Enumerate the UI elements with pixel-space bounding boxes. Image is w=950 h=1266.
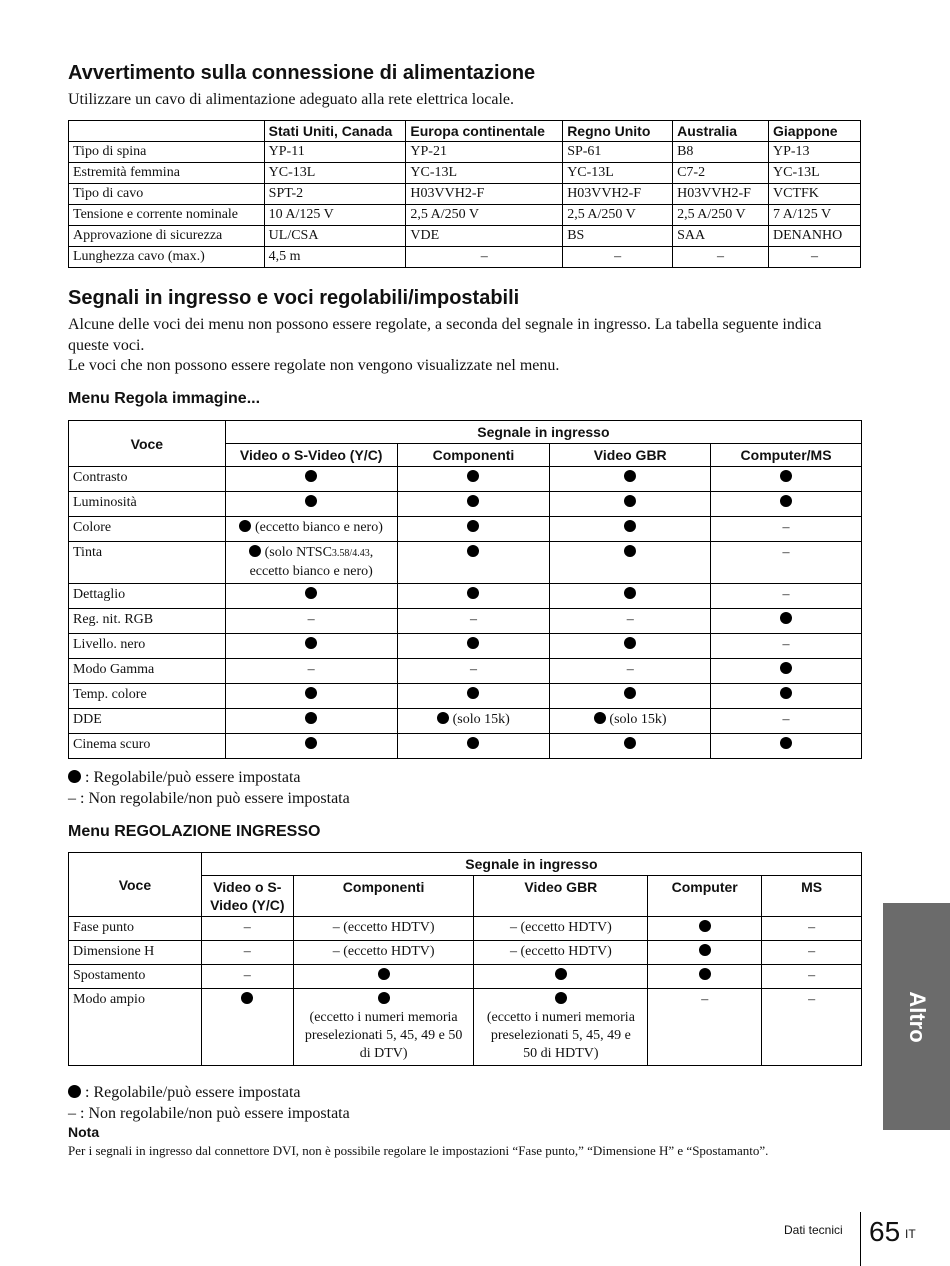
bullet-icon [624, 737, 636, 749]
table-row [69, 917, 862, 941]
table-cell: H03VVH2-F [563, 184, 673, 205]
header-video-line: Video (Y/C) [210, 897, 285, 913]
bullet-icon [780, 662, 792, 674]
legend-item-not-adjustable: – : Non regolabile/non può essere impostata [68, 790, 350, 807]
cell-note: – (eccetto HDTV) [474, 917, 648, 941]
legend-item-adjustable [68, 767, 350, 788]
power-intro: Utilizzare un cavo di alimentazione adeguato alla rete elettrica locale. [68, 91, 514, 108]
menu-regola-title: Menu Regola immagine... [68, 390, 261, 407]
table-cell: – [563, 247, 673, 268]
bullet-icon [624, 470, 636, 482]
table-cell: Lunghezza cavo (max.) [69, 247, 265, 268]
dash-cell: – [711, 709, 862, 734]
row-label: Spostamento [69, 965, 202, 989]
signals-intro: Alcune delle voci dei menu non possono essere regolate, a seconda del segnale in ingresso. La tabella seguente indica queste voci. [68, 316, 822, 354]
header-voce: Voce [69, 421, 226, 467]
cell-note: preselezionati 5, 45, 49 e 50 [304, 1028, 463, 1043]
table-cell: 4,5 m [264, 247, 406, 268]
bullet-icon [624, 495, 636, 507]
table-row [69, 205, 861, 226]
bullet-icon [780, 687, 792, 699]
table-row [69, 609, 862, 634]
bullet-icon [780, 495, 792, 507]
row-label: Colore [69, 517, 226, 542]
section-title-power: Avvertimento sulla connessione di alimentazione [68, 62, 536, 84]
dash-cell: – [201, 917, 293, 941]
bullet-icon [467, 687, 479, 699]
table-header: Australia [673, 121, 769, 142]
table-cell: YP-13 [769, 142, 861, 163]
dash-cell: – [762, 941, 862, 965]
bullet-icon [467, 545, 479, 557]
page-number: 65 [869, 1216, 901, 1247]
bullet-icon [305, 737, 317, 749]
cell-note: 50 di HDTV) [523, 1046, 599, 1061]
bullet-icon [241, 992, 253, 1004]
row-label: Modo Gamma [69, 659, 226, 684]
legend-text: : Regolabile/può essere impostata [85, 1084, 301, 1101]
dash-cell: – [201, 941, 293, 965]
table-row [69, 142, 861, 163]
header-video [201, 876, 293, 917]
table-row [69, 684, 862, 709]
table-cell: YP-11 [264, 142, 406, 163]
table-header-row [69, 421, 862, 444]
cell-note: eccetto bianco e nero) [249, 564, 373, 579]
legend-item-not-adjustable: – : Non regolabile/non può essere impostata [68, 1105, 350, 1122]
row-label: Livello. nero [69, 634, 226, 659]
note-text: Per i segnali in ingresso dal connettore DVI, non è possibile regolare le impostazioni “Fase punto,” “Dimensione H” e “Spostamanto”. [68, 1143, 769, 1158]
bullet-icon [467, 495, 479, 507]
cell-note-sub: 3.58/4.43 [331, 548, 370, 559]
table-row [69, 226, 861, 247]
table-cell: Tipo di cavo [69, 184, 265, 205]
table-cell: Tensione e corrente nominale [69, 205, 265, 226]
dash-cell: – [711, 584, 862, 609]
table-row [69, 584, 862, 609]
table-row [69, 734, 862, 759]
row-label: Temp. colore [69, 684, 226, 709]
table-cell: Estremità femmina [69, 163, 265, 184]
header-computer: Computer [648, 876, 762, 917]
cell-note: (solo 15k) [452, 712, 510, 727]
bullet-icon [68, 1085, 81, 1098]
legend [68, 1082, 350, 1124]
table-cell: – [406, 247, 563, 268]
dash-cell: – [550, 659, 711, 684]
table-row [69, 659, 862, 684]
bullet-icon [305, 637, 317, 649]
cell-note: , [369, 545, 374, 560]
table-cell: Approvazione di sicurezza [69, 226, 265, 247]
bullet-icon [249, 545, 261, 557]
table-header-row [69, 853, 862, 876]
dash-cell: – [762, 917, 862, 941]
bullet-icon [594, 712, 606, 724]
header-segnale: Segnale in ingresso [225, 421, 861, 444]
header-componenti: Componenti [397, 444, 550, 467]
cell-note: (solo 15k) [609, 712, 667, 727]
table-cell: SPT-2 [264, 184, 406, 205]
bullet-icon [699, 944, 711, 956]
bullet-icon [624, 687, 636, 699]
bullet-icon [305, 587, 317, 599]
table-cell: YC-13L [769, 163, 861, 184]
table-cell: UL/CSA [264, 226, 406, 247]
row-label: Reg. nit. RGB [69, 609, 226, 634]
header-segnale: Segnale in ingresso [201, 853, 861, 876]
table-row [69, 634, 862, 659]
header-ms: MS [762, 876, 862, 917]
bullet-icon [624, 637, 636, 649]
table-cell: – [769, 247, 861, 268]
row-label: Dettaglio [69, 584, 226, 609]
table-cell: – [673, 247, 769, 268]
dash-cell: – [201, 965, 293, 989]
cell-note: (solo NTSC [264, 545, 332, 560]
table-row [69, 184, 861, 205]
menu-regolazione-table [68, 852, 862, 1066]
bullet-icon [699, 968, 711, 980]
table-row [69, 709, 862, 734]
table-header-row [69, 121, 861, 142]
bullet-icon [68, 770, 81, 783]
bullet-icon [780, 737, 792, 749]
bullet-icon [467, 637, 479, 649]
dash-cell: – [648, 989, 762, 1066]
table-cell: VDE [406, 226, 563, 247]
row-label: Dimensione H [69, 941, 202, 965]
header-computer-ms: Computer/MS [711, 444, 862, 467]
table-header-empty [69, 121, 265, 142]
header-voce: Voce [69, 853, 202, 917]
table-header: Stati Uniti, Canada [264, 121, 406, 142]
dash-cell: – [711, 517, 862, 542]
header-video: Video o S-Video (Y/C) [225, 444, 397, 467]
cell-note: di DTV) [359, 1046, 408, 1061]
bullet-icon [305, 712, 317, 724]
bullet-icon [305, 687, 317, 699]
table-cell: B8 [673, 142, 769, 163]
header-video-gbr: Video GBR [474, 876, 648, 917]
table-cell: 10 A/125 V [264, 205, 406, 226]
table-row [69, 163, 861, 184]
table-cell: H03VVH2-F [406, 184, 563, 205]
side-tab [883, 903, 950, 1130]
table-cell: BS [563, 226, 673, 247]
bullet-icon [555, 968, 567, 980]
section-title-signals: Segnali in ingresso e voci regolabili/impostabili [68, 287, 520, 309]
bullet-icon [780, 470, 792, 482]
bullet-icon [780, 612, 792, 624]
bullet-icon [624, 545, 636, 557]
table-row [69, 467, 862, 492]
table-row [69, 517, 862, 542]
cell-note: – (eccetto HDTV) [293, 917, 474, 941]
table-cell: H03VVH2-F [673, 184, 769, 205]
table-cell: 7 A/125 V [769, 205, 861, 226]
bullet-icon [378, 992, 390, 1004]
menu-regola-table [68, 420, 862, 759]
cell-note: (eccetto bianco e nero) [254, 520, 383, 535]
table-cell: C7-2 [673, 163, 769, 184]
table-cell: SAA [673, 226, 769, 247]
footer-divider [860, 1212, 861, 1266]
row-label: Modo ampio [69, 989, 202, 1066]
dash-cell: – [762, 989, 862, 1066]
side-tab-label: Altro [904, 990, 930, 1043]
bullet-icon [624, 587, 636, 599]
legend-item-adjustable [68, 1082, 350, 1103]
footer-section-label: Dati tecnici [784, 1223, 843, 1237]
signals-note: Le voci che non possono essere regolate non vengono visualizzate nel menu. [68, 357, 560, 374]
cell-note: (eccetto i numeri memoria [309, 1010, 458, 1025]
table-cell: Tipo di spina [69, 142, 265, 163]
row-label: Luminosità [69, 492, 226, 517]
table-header: Europa continentale [406, 121, 563, 142]
dash-cell: – [762, 965, 862, 989]
table-row [69, 247, 861, 268]
page-language: IT [905, 1227, 916, 1241]
table-cell: YC-13L [563, 163, 673, 184]
table-row [69, 965, 862, 989]
bullet-icon [555, 992, 567, 1004]
table-cell: VCTFK [769, 184, 861, 205]
note-label: Nota [68, 1124, 100, 1140]
table-header: Regno Unito [563, 121, 673, 142]
row-label: Fase punto [69, 917, 202, 941]
menu-regolazione-title: Menu REGOLAZIONE INGRESSO [68, 823, 321, 840]
power-cord-table [68, 120, 861, 268]
dash-cell: – [225, 659, 397, 684]
dash-cell: – [550, 609, 711, 634]
cell-note: – (eccetto HDTV) [293, 941, 474, 965]
dash-cell: – [225, 609, 397, 634]
legend-text: : Regolabile/può essere impostata [85, 769, 301, 786]
row-label: Contrasto [69, 467, 226, 492]
bullet-icon [467, 587, 479, 599]
bullet-icon [239, 520, 251, 532]
table-row [69, 542, 862, 584]
table-cell: 2,5 A/250 V [563, 205, 673, 226]
header-video-line: Video o S- [213, 879, 282, 895]
header-componenti: Componenti [293, 876, 474, 917]
row-label: Tinta [69, 542, 226, 584]
bullet-icon [305, 470, 317, 482]
table-row [69, 989, 862, 1066]
table-header: Giappone [769, 121, 861, 142]
dash-cell: – [397, 609, 550, 634]
bullet-icon [378, 968, 390, 980]
bullet-icon [305, 495, 317, 507]
cell-note: (eccetto i numeri memoria [486, 1010, 635, 1025]
table-cell: 2,5 A/250 V [406, 205, 563, 226]
cell-note: – (eccetto HDTV) [474, 941, 648, 965]
bullet-icon [467, 470, 479, 482]
table-cell: YC-13L [406, 163, 563, 184]
table-cell: 2,5 A/250 V [673, 205, 769, 226]
dash-cell: – [711, 634, 862, 659]
dash-cell: – [397, 659, 550, 684]
bullet-icon [699, 920, 711, 932]
table-cell: SP-61 [563, 142, 673, 163]
table-cell: DENANHO [769, 226, 861, 247]
header-video-gbr: Video GBR [550, 444, 711, 467]
bullet-icon [437, 712, 449, 724]
row-label: Cinema scuro [69, 734, 226, 759]
table-cell: YC-13L [264, 163, 406, 184]
cell-note: preselezionati 5, 45, 49 e [490, 1028, 631, 1043]
table-row [69, 492, 862, 517]
table-row [69, 941, 862, 965]
table-cell: YP-21 [406, 142, 563, 163]
bullet-icon [467, 737, 479, 749]
dash-cell: – [711, 542, 862, 584]
bullet-icon [467, 520, 479, 532]
bullet-icon [624, 520, 636, 532]
row-label: DDE [69, 709, 226, 734]
legend [68, 767, 350, 809]
